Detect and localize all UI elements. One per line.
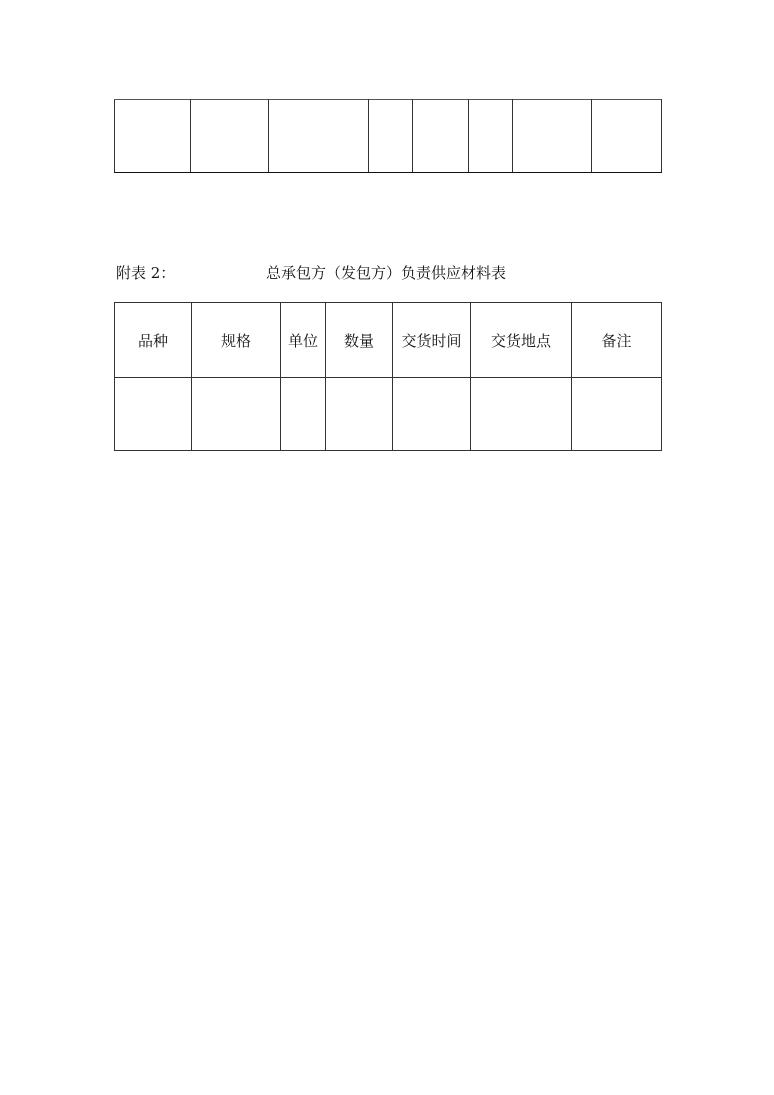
table-cell: [469, 100, 513, 173]
table-cell: [369, 100, 413, 173]
table-cell: [191, 100, 269, 173]
table-cell: [192, 378, 281, 451]
previous-table-fragment: [114, 99, 662, 173]
header-quantity: 数量: [326, 303, 393, 378]
header-delivery-time: 交货时间: [393, 303, 471, 378]
table-cell: [281, 378, 326, 451]
table-row: [115, 378, 662, 451]
table-cell: [115, 100, 191, 173]
table-cell: [572, 378, 662, 451]
table-cell: [592, 100, 662, 173]
appendix-title: 总承包方（发包方）负责供应材料表: [266, 264, 507, 282]
appendix-label: 附表 2：: [116, 264, 176, 282]
header-unit: 单位: [281, 303, 326, 378]
table-cell: [471, 378, 572, 451]
table-cell: [326, 378, 393, 451]
table-cell: [269, 100, 369, 173]
table-cell: [393, 378, 471, 451]
header-remarks: 备注: [572, 303, 662, 378]
header-delivery-place: 交货地点: [471, 303, 572, 378]
table-cell: [513, 100, 592, 173]
header-variety: 品种: [115, 303, 192, 378]
table-header-row: [115, 303, 662, 378]
table-cell: [413, 100, 469, 173]
table-cell: [115, 378, 192, 451]
materials-supply-table: [114, 302, 662, 451]
table-row: [115, 100, 662, 173]
header-specification: 规格: [192, 303, 281, 378]
